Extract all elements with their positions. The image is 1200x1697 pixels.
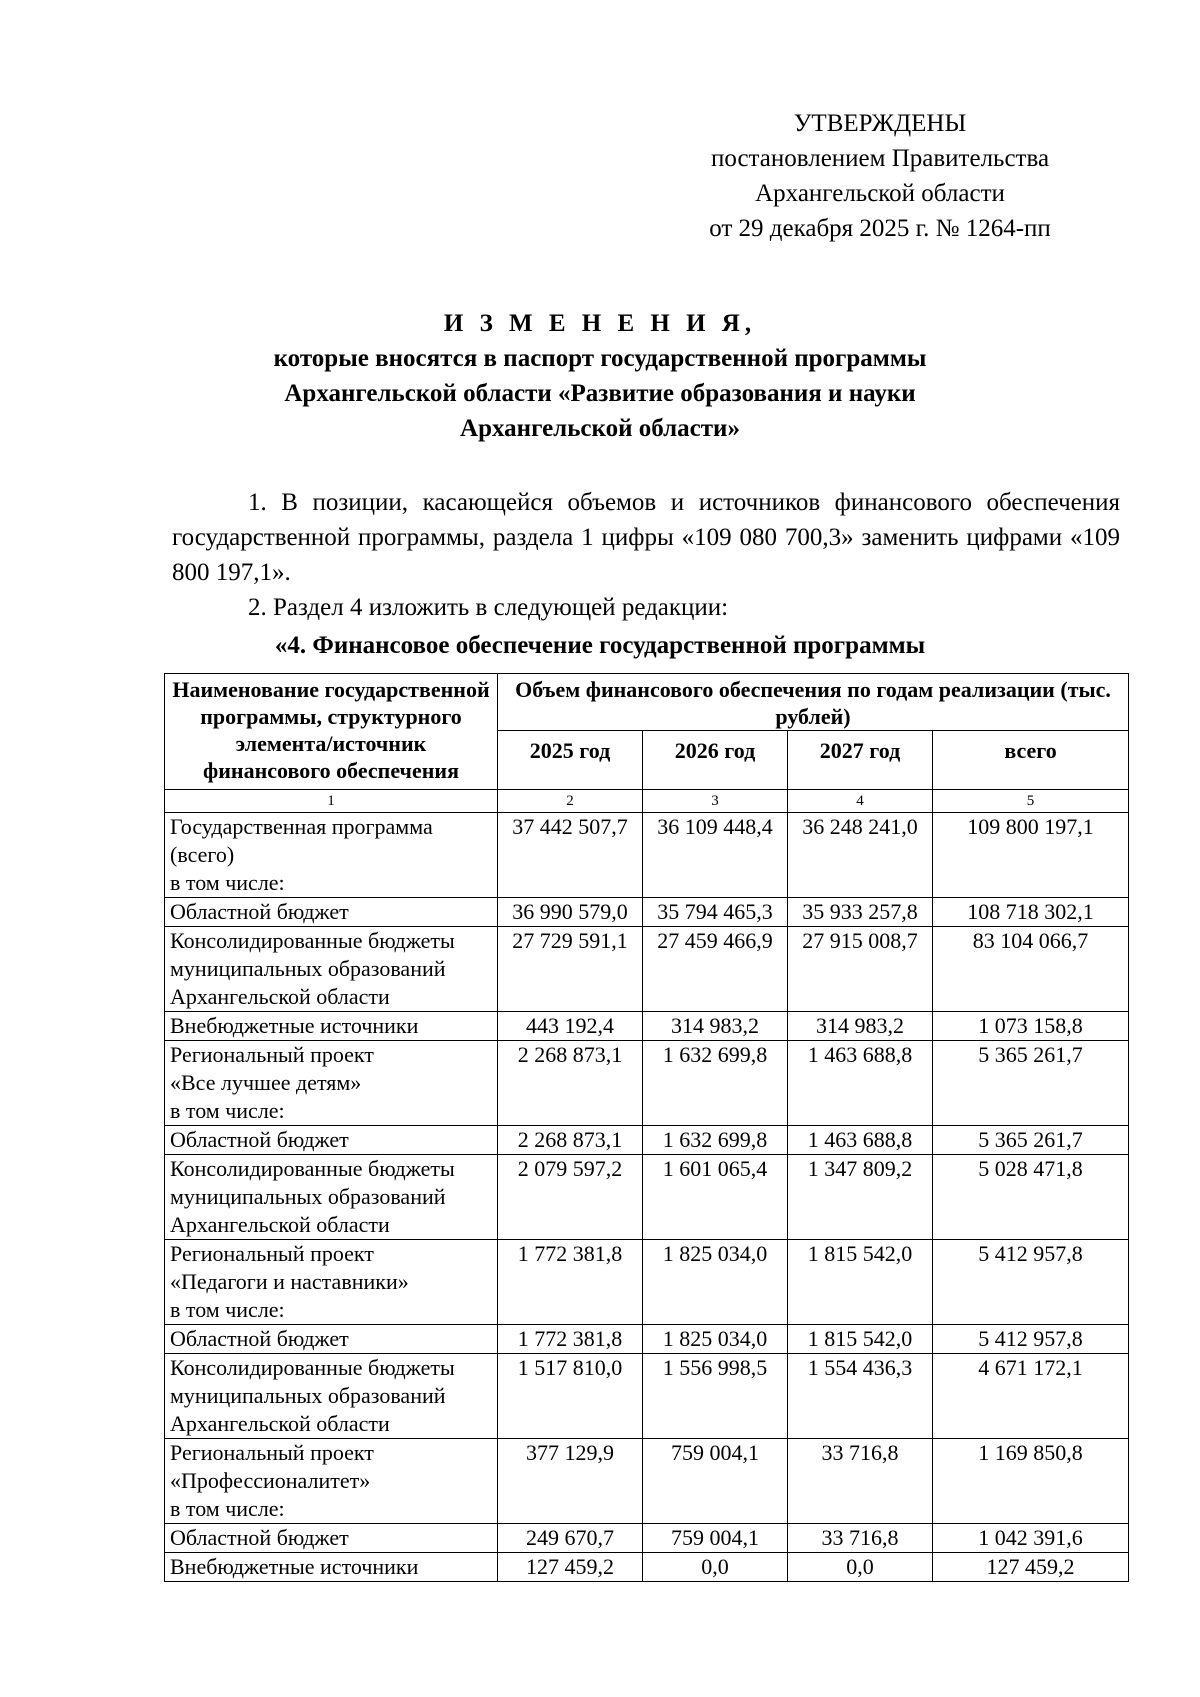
table-row — [165, 1155, 1129, 1240]
row-name-line: муниципальных образований — [170, 956, 446, 981]
table-row — [165, 1354, 1129, 1439]
row-name-line: муниципальных образований — [170, 1383, 446, 1408]
table-row — [165, 1041, 1129, 1126]
row-value: 27 915 008,7 — [788, 927, 933, 1012]
row-name — [165, 1354, 498, 1439]
row-value: 314 983,2 — [643, 1012, 788, 1041]
row-name-line: Консолидированные бюджеты — [170, 928, 455, 953]
header-year: 2026 год — [643, 731, 788, 790]
table-row — [165, 813, 1129, 898]
table-row — [165, 1240, 1129, 1325]
row-value: 1 825 034,0 — [643, 1325, 788, 1354]
header-volume: Объем финансового обеспечения по годам реализации (тыс. рублей) — [498, 674, 1129, 731]
section-title: «4. Финансовое обеспечение государственной программы — [274, 632, 926, 659]
column-numbers-row — [165, 790, 1129, 813]
row-value: 5 028 471,8 — [933, 1155, 1129, 1240]
row-value: 377 129,9 — [498, 1439, 643, 1524]
column-number: 5 — [933, 790, 1129, 813]
row-value: 83 104 066,7 — [933, 927, 1129, 1012]
table-row — [165, 1012, 1129, 1041]
row-name-line: в том числе: — [170, 1496, 285, 1521]
row-value: 1 073 158,8 — [933, 1012, 1129, 1041]
table-row — [165, 1524, 1129, 1553]
row-value: 1 632 699,8 — [643, 1126, 788, 1155]
document-title: И З М Е Н Е Н И Я, — [443, 310, 757, 337]
row-name — [165, 1524, 498, 1553]
row-value: 109 800 197,1 — [933, 813, 1129, 898]
row-value: 1 463 688,8 — [788, 1041, 933, 1126]
table-row — [165, 1126, 1129, 1155]
row-value: 1 169 850,8 — [933, 1439, 1129, 1524]
row-name-line: Региональный проект — [170, 1042, 374, 1067]
row-name-line: Региональный проект — [170, 1241, 374, 1266]
row-value: 35 933 257,8 — [788, 898, 933, 927]
body-text — [172, 485, 1120, 625]
row-value: 2 268 873,1 — [498, 1126, 643, 1155]
row-value: 36 248 241,0 — [788, 813, 933, 898]
approval-date: от 29 декабря 2025 г. № 1264-пп — [709, 215, 1051, 242]
row-value: 1 347 809,2 — [788, 1155, 933, 1240]
row-value: 1 815 542,0 — [788, 1240, 933, 1325]
row-name-line: в том числе: — [170, 1098, 285, 1123]
row-name-line: муниципальных образований — [170, 1184, 446, 1209]
row-value: 1 554 436,3 — [788, 1354, 933, 1439]
table-row — [165, 927, 1129, 1012]
row-name-line: Архангельской области — [170, 1411, 390, 1436]
row-value: 5 412 957,8 — [933, 1325, 1129, 1354]
row-value: 1 632 699,8 — [643, 1041, 788, 1126]
row-name — [165, 927, 498, 1012]
row-name-line: Областной бюджет — [170, 899, 349, 924]
row-value: 1 556 998,5 — [643, 1354, 788, 1439]
row-name — [165, 1553, 498, 1582]
row-value: 2 268 873,1 — [498, 1041, 643, 1126]
column-number: 4 — [788, 790, 933, 813]
paragraph-item-2: 2. Раздел 4 изложить в следующей редакции: — [248, 594, 729, 621]
table-row — [165, 898, 1129, 927]
header-name: Наименование государственной программы, структурного элемента/источник финансового обеспечения — [165, 674, 498, 790]
row-value: 443 192,4 — [498, 1012, 643, 1041]
row-value: 1 825 034,0 — [643, 1240, 788, 1325]
table-row — [165, 1553, 1129, 1582]
row-name-line: Консолидированные бюджеты — [170, 1355, 455, 1380]
row-value: 36 990 579,0 — [498, 898, 643, 927]
row-name-line: Архангельской области — [170, 984, 390, 1009]
row-name-line: «Педагоги и наставники» — [170, 1269, 409, 1294]
column-number: 1 — [165, 790, 498, 813]
row-name-line: Региональный проект — [170, 1440, 374, 1465]
row-value: 35 794 465,3 — [643, 898, 788, 927]
row-name — [165, 813, 498, 898]
document-subtitle: Архангельской области» — [460, 415, 740, 442]
row-value: 759 004,1 — [643, 1439, 788, 1524]
row-value: 249 670,7 — [498, 1524, 643, 1553]
row-value: 127 459,2 — [933, 1553, 1129, 1582]
row-value: 127 459,2 — [498, 1553, 643, 1582]
row-value: 37 442 507,7 — [498, 813, 643, 898]
row-value: 27 459 466,9 — [643, 927, 788, 1012]
row-value: 4 671 172,1 — [933, 1354, 1129, 1439]
row-value: 2 079 597,2 — [498, 1155, 643, 1240]
row-name-line: в том числе: — [170, 870, 285, 895]
approval-title: УТВЕРЖДЕНЫ — [793, 110, 967, 137]
row-value: 1 772 381,8 — [498, 1325, 643, 1354]
row-value: 1 815 542,0 — [788, 1325, 933, 1354]
row-value: 0,0 — [788, 1553, 933, 1582]
row-value: 5 365 261,7 — [933, 1041, 1129, 1126]
row-value: 1 772 381,8 — [498, 1240, 643, 1325]
column-number: 3 — [643, 790, 788, 813]
table-row — [165, 1325, 1129, 1354]
row-value: 33 716,8 — [788, 1524, 933, 1553]
row-name-line: Областной бюджет — [170, 1525, 349, 1550]
approval-line: Архангельской области — [755, 180, 1005, 207]
document-subtitle: Архангельской области «Развитие образования и науки — [284, 380, 916, 407]
document-heading — [160, 306, 1040, 446]
row-name-line: (всего) — [170, 842, 235, 867]
row-value: 36 109 448,4 — [643, 813, 788, 898]
column-number: 2 — [498, 790, 643, 813]
row-value: 314 983,2 — [788, 1012, 933, 1041]
paragraph-item-1: 1. В позиции, касающейся объемов и источников финансового обеспечения государственной программы, раздела 1 цифры «109 080 700,3» заменить цифрами «109 800 197,1». — [172, 489, 1120, 586]
approval-block — [690, 106, 1070, 246]
row-name — [165, 1041, 498, 1126]
financing-table — [164, 673, 1129, 1582]
header-year: 2025 год — [498, 731, 643, 790]
row-name-line: Внебюджетные источники — [170, 1013, 419, 1038]
header-total: всего — [933, 731, 1129, 790]
row-name-line: Областной бюджет — [170, 1127, 349, 1152]
row-name-line: Государственная программа — [170, 814, 433, 839]
row-name — [165, 1240, 498, 1325]
row-value: 1 463 688,8 — [788, 1126, 933, 1155]
row-name — [165, 1012, 498, 1041]
row-name-line: «Профессионалитет» — [170, 1468, 371, 1493]
row-value: 108 718 302,1 — [933, 898, 1129, 927]
row-name — [165, 898, 498, 927]
row-name — [165, 1439, 498, 1524]
row-name-line: Областной бюджет — [170, 1326, 349, 1351]
row-value: 1 517 810,0 — [498, 1354, 643, 1439]
row-name-line: Внебюджетные источники — [170, 1554, 419, 1579]
row-name — [165, 1155, 498, 1240]
row-value: 5 412 957,8 — [933, 1240, 1129, 1325]
row-value: 1 042 391,6 — [933, 1524, 1129, 1553]
row-value: 33 716,8 — [788, 1439, 933, 1524]
header-year: 2027 год — [788, 731, 933, 790]
row-value: 1 601 065,4 — [643, 1155, 788, 1240]
row-name-line: Консолидированные бюджеты — [170, 1156, 455, 1181]
row-value: 5 365 261,7 — [933, 1126, 1129, 1155]
row-value: 27 729 591,1 — [498, 927, 643, 1012]
row-name — [165, 1126, 498, 1155]
row-name-line: в том числе: — [170, 1297, 285, 1322]
row-value: 759 004,1 — [643, 1524, 788, 1553]
table-row — [165, 1439, 1129, 1524]
approval-line: постановлением Правительства — [710, 145, 1050, 172]
row-name-line: Архангельской области — [170, 1212, 390, 1237]
row-name-line: «Все лучшее детям» — [170, 1070, 362, 1095]
row-name — [165, 1325, 498, 1354]
row-value: 0,0 — [643, 1553, 788, 1582]
document-subtitle: которые вносятся в паспорт государственной программы — [273, 345, 927, 372]
